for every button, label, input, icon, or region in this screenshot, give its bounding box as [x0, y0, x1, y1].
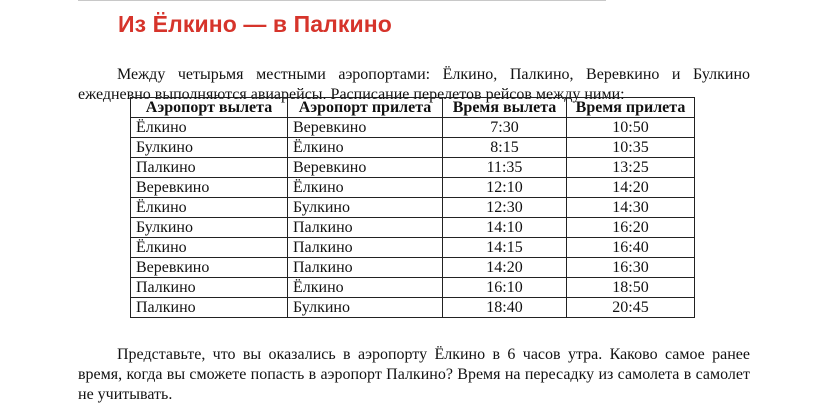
table-row — [131, 298, 695, 318]
header-arrival-airport: Аэропорт прилета — [288, 98, 443, 118]
top-divider — [78, 0, 606, 1]
departure-time-cell: 8:15 — [443, 138, 567, 158]
departure-time-cell: 16:10 — [443, 278, 567, 298]
departure-airport-cell: Веревкино — [131, 178, 288, 198]
departure-time-cell: 18:40 — [443, 298, 567, 318]
arrival-time-cell: 18:50 — [567, 278, 695, 298]
departure-time-cell: 14:20 — [443, 258, 567, 278]
table-row — [131, 218, 695, 238]
table-row — [131, 118, 695, 138]
arrival-airport-cell: Веревкино — [288, 118, 443, 138]
arrival-time-cell: 10:35 — [567, 138, 695, 158]
departure-airport-cell: Булкино — [131, 218, 288, 238]
page-title: Из Ёлкино — в Палкино — [118, 11, 392, 37]
arrival-airport-cell: Палкино — [288, 258, 443, 278]
arrival-time-cell: 16:30 — [567, 258, 695, 278]
arrival-airport-cell: Палкино — [288, 218, 443, 238]
departure-time-cell: 12:10 — [443, 178, 567, 198]
departure-time-cell: 14:10 — [443, 218, 567, 238]
table-row — [131, 178, 695, 198]
departure-airport-cell: Ёлкино — [131, 118, 288, 138]
table-row — [131, 258, 695, 278]
departure-airport-cell: Палкино — [131, 298, 288, 318]
departure-time-cell: 12:30 — [443, 198, 567, 218]
table-header-row — [131, 98, 695, 118]
arrival-airport-cell: Веревкино — [288, 158, 443, 178]
intro-paragraph: Между четырьмя местными аэропортами: Ёлкино, Палкино, Веревкино и Булкино ежедневно выполняются авиарейсы. Расписание перелетов рейсов между ними: — [78, 66, 750, 103]
table-row — [131, 138, 695, 158]
departure-airport-cell: Палкино — [131, 158, 288, 178]
table-body — [131, 118, 695, 318]
arrival-airport-cell: Булкино — [288, 198, 443, 218]
arrival-airport-cell: Ёлкино — [288, 178, 443, 198]
table-row — [131, 238, 695, 258]
arrival-time-cell: 20:45 — [567, 298, 695, 318]
departure-time-cell: 7:30 — [443, 118, 567, 138]
arrival-time-cell: 13:25 — [567, 158, 695, 178]
departure-airport-cell: Палкино — [131, 278, 288, 298]
table-row — [131, 158, 695, 178]
arrival-time-cell: 10:50 — [567, 118, 695, 138]
question-paragraph: Представьте, что вы оказались в аэропорту Ёлкино в 6 часов утра. Каково самое ранее время, когда вы сможете попасть в аэропорт Палкино? Время на пересадку из самолета в самолет не учитывать. — [78, 346, 750, 403]
table-row — [131, 198, 695, 218]
arrival-airport-cell: Палкино — [288, 238, 443, 258]
header-departure-airport: Аэропорт вылета — [131, 98, 288, 118]
table-row — [131, 278, 695, 298]
arrival-airport-cell: Ёлкино — [288, 278, 443, 298]
header-arrival-time: Время прилета — [567, 98, 695, 118]
departure-airport-cell: Ёлкино — [131, 198, 288, 218]
arrival-time-cell: 14:20 — [567, 178, 695, 198]
departure-time-cell: 11:35 — [443, 158, 567, 178]
arrival-time-cell: 16:20 — [567, 218, 695, 238]
header-departure-time: Время вылета — [443, 98, 567, 118]
arrival-airport-cell: Булкино — [288, 298, 443, 318]
departure-airport-cell: Ёлкино — [131, 238, 288, 258]
flight-schedule-table — [130, 97, 695, 318]
departure-airport-cell: Булкино — [131, 138, 288, 158]
arrival-time-cell: 14:30 — [567, 198, 695, 218]
arrival-time-cell: 16:40 — [567, 238, 695, 258]
arrival-airport-cell: Ёлкино — [288, 138, 443, 158]
departure-airport-cell: Веревкино — [131, 258, 288, 278]
departure-time-cell: 14:15 — [443, 238, 567, 258]
